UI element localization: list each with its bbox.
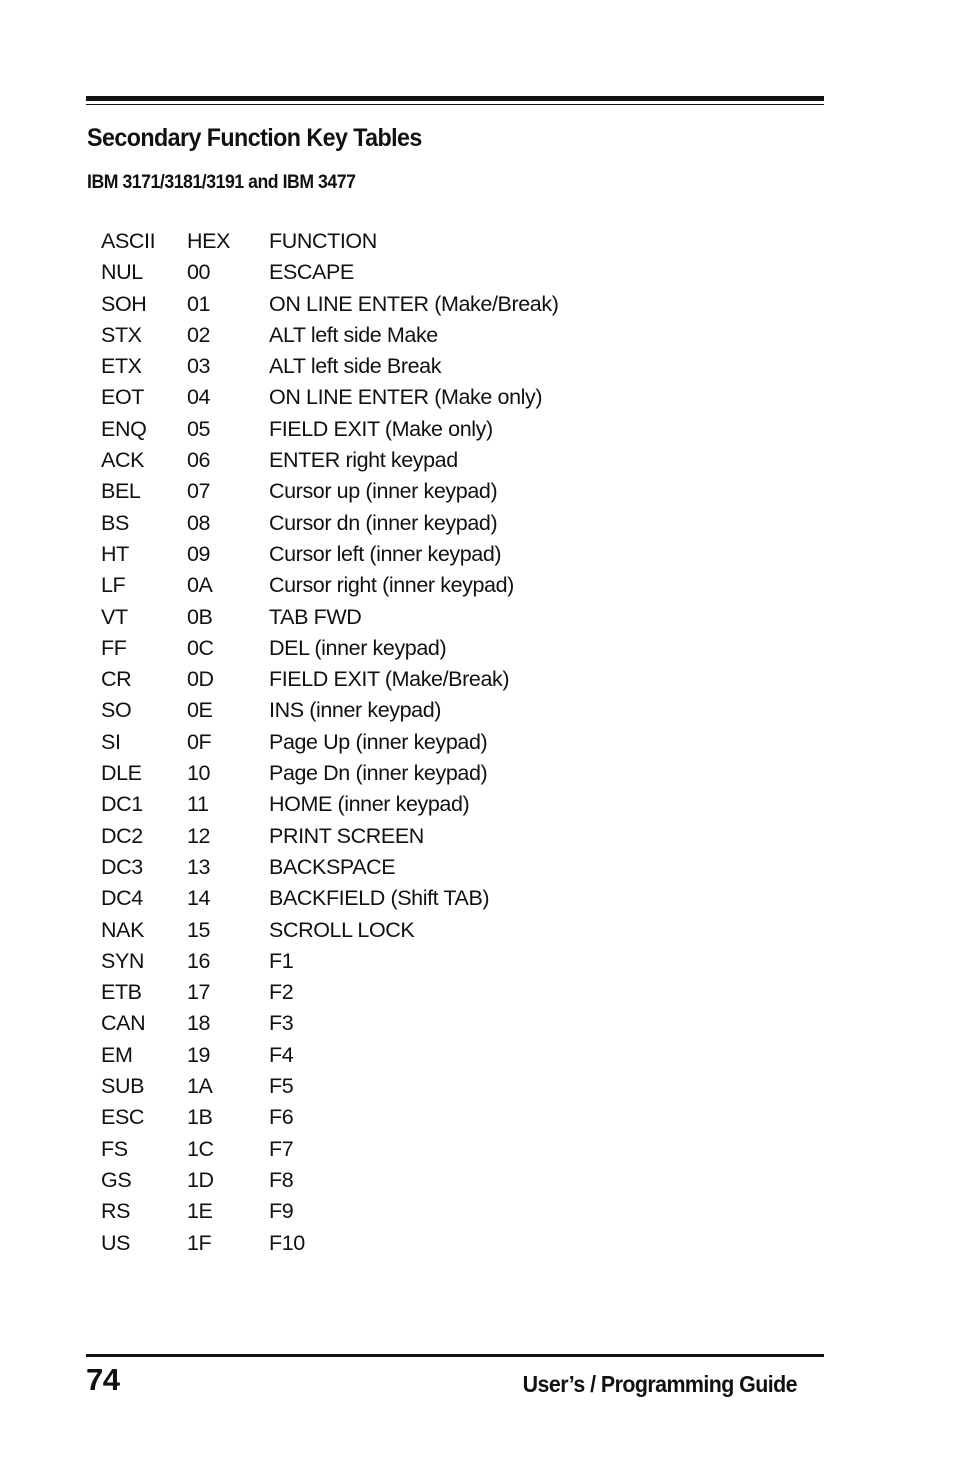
hex-cell: 1B (187, 1105, 213, 1130)
guide-title: User’s / Programming Guide (522, 1371, 797, 1397)
hex-cell: 17 (187, 980, 211, 1005)
function-cell: BACKFIELD (Shift TAB) (269, 886, 490, 911)
function-cell: F2 (269, 980, 294, 1005)
function-cell: F8 (269, 1167, 294, 1192)
table-row (101, 1134, 589, 1165)
ascii-cell: SYN (101, 948, 145, 973)
table-row (101, 1228, 589, 1259)
header-hex: HEX (187, 229, 231, 253)
function-cell: F10 (269, 1230, 305, 1255)
ascii-cell: VT (101, 604, 128, 629)
table-header-row (101, 226, 589, 257)
function-cell: F5 (269, 1074, 294, 1099)
ascii-cell: CAN (101, 1011, 146, 1036)
ascii-cell: FF (101, 635, 127, 660)
table-row (101, 883, 589, 914)
table-row (101, 852, 589, 883)
hex-cell: 08 (187, 510, 211, 535)
function-key-table (101, 226, 589, 1259)
function-cell: Page Dn (inner keypad) (269, 761, 488, 786)
hex-cell: 10 (187, 761, 211, 786)
function-cell: FIELD EXIT (Make/Break) (269, 667, 510, 692)
hex-cell: 0E (187, 698, 213, 723)
function-cell: Cursor right (inner keypad) (269, 573, 514, 598)
ascii-cell: STX (101, 322, 142, 347)
function-cell: ALT left side Break (269, 354, 442, 379)
table-row (101, 382, 589, 413)
footer-rule (86, 1354, 824, 1357)
hex-cell: 13 (187, 854, 211, 879)
ascii-cell: GS (101, 1167, 132, 1192)
header-rule-thin (86, 104, 824, 105)
table-row (101, 915, 589, 946)
table-row (101, 257, 589, 288)
function-cell: Page Up (inner keypad) (269, 729, 488, 754)
hex-cell: 0B (187, 604, 213, 629)
ascii-cell: RS (101, 1199, 131, 1224)
table-row (101, 789, 589, 820)
hex-cell: 14 (187, 886, 211, 911)
table-row (101, 664, 589, 695)
ascii-cell: ETX (101, 354, 142, 379)
hex-cell: 05 (187, 416, 211, 441)
table-row (101, 946, 589, 977)
table-subtitle: IBM 3171/3181/3191 and IBM 3477 (87, 172, 356, 193)
table-row (101, 289, 589, 320)
table-row (101, 1165, 589, 1196)
function-cell: F3 (269, 1011, 294, 1036)
function-cell: BACKSPACE (269, 854, 396, 879)
hex-cell: 1A (187, 1074, 213, 1099)
table-row (101, 727, 589, 758)
function-cell: F9 (269, 1199, 294, 1224)
header-ascii: ASCII (101, 229, 156, 253)
hex-cell: 03 (187, 354, 211, 379)
table-row (101, 977, 589, 1008)
function-cell: HOME (inner keypad) (269, 792, 470, 817)
ascii-cell: NUL (101, 260, 143, 285)
hex-cell: 11 (187, 792, 209, 817)
section-title: Secondary Function Key Tables (87, 124, 422, 152)
ascii-cell: NAK (101, 917, 145, 942)
hex-cell: 18 (187, 1011, 211, 1036)
function-cell: PRINT SCREEN (269, 823, 424, 848)
hex-cell: 15 (187, 917, 211, 942)
function-cell: ON LINE ENTER (Make/Break) (269, 291, 559, 316)
header-rule-thick (86, 96, 824, 101)
table-row (101, 320, 589, 351)
ascii-cell: ESC (101, 1105, 145, 1130)
function-cell: ALT left side Make (269, 322, 438, 347)
table-row (101, 1008, 589, 1039)
hex-cell: 09 (187, 541, 211, 566)
hex-cell: 0D (187, 667, 214, 692)
ascii-cell: CR (101, 667, 132, 692)
ascii-cell: EM (101, 1042, 133, 1067)
ascii-cell: HT (101, 541, 129, 566)
ascii-cell: US (101, 1230, 131, 1255)
hex-cell: 12 (187, 823, 211, 848)
ascii-cell: ETB (101, 980, 142, 1005)
hex-cell: 0F (187, 729, 212, 754)
table-row (101, 1071, 589, 1102)
table-row (101, 1196, 589, 1227)
table-row (101, 821, 589, 852)
ascii-cell: SO (101, 698, 132, 723)
ascii-cell: DC2 (101, 823, 143, 848)
hex-cell: 04 (187, 385, 211, 410)
function-cell: Cursor left (inner keypad) (269, 541, 502, 566)
table-row (101, 351, 589, 382)
ascii-cell: SI (101, 729, 121, 754)
table-row (101, 1040, 589, 1071)
ascii-cell: SUB (101, 1074, 145, 1099)
function-cell: Cursor dn (inner keypad) (269, 510, 498, 535)
ascii-cell: BS (101, 510, 129, 535)
ascii-cell: DC4 (101, 886, 143, 911)
function-cell: ON LINE ENTER (Make only) (269, 385, 543, 410)
table-row (101, 570, 589, 601)
hex-cell: 0C (187, 635, 214, 660)
function-cell: TAB FWD (269, 604, 362, 629)
hex-cell: 1F (187, 1230, 212, 1255)
table-row (101, 1102, 589, 1133)
hex-cell: 19 (187, 1042, 211, 1067)
function-cell: F6 (269, 1105, 294, 1130)
hex-cell: 1D (187, 1167, 214, 1192)
table-row (101, 695, 589, 726)
hex-cell: 0A (187, 573, 213, 598)
function-cell: F4 (269, 1042, 294, 1067)
table-row (101, 539, 589, 570)
ascii-cell: DC3 (101, 854, 143, 879)
function-cell: FIELD EXIT (Make only) (269, 416, 493, 441)
ascii-cell: ACK (101, 448, 145, 473)
ascii-cell: LF (101, 573, 126, 598)
ascii-cell: EOT (101, 385, 144, 410)
ascii-cell: DC1 (101, 792, 143, 817)
function-cell: DEL (inner keypad) (269, 635, 447, 660)
hex-cell: 16 (187, 948, 211, 973)
hex-cell: 02 (187, 322, 211, 347)
hex-cell: 1E (187, 1199, 213, 1224)
function-cell: F7 (269, 1136, 294, 1161)
table-row (101, 758, 589, 789)
table-row (101, 633, 589, 664)
page-number: 74 (86, 1362, 120, 1397)
ascii-cell: ENQ (101, 416, 147, 441)
function-cell: F1 (269, 948, 294, 973)
table-row (101, 445, 589, 476)
function-cell: SCROLL LOCK (269, 917, 415, 942)
function-cell: Cursor up (inner keypad) (269, 479, 498, 504)
ascii-cell: SOH (101, 291, 147, 316)
function-cell: ESCAPE (269, 260, 354, 285)
table-row (101, 414, 589, 445)
ascii-cell: FS (101, 1136, 128, 1161)
ascii-cell: DLE (101, 761, 142, 786)
function-cell: ENTER right keypad (269, 448, 458, 473)
function-cell: INS (inner keypad) (269, 698, 442, 723)
ascii-cell: BEL (101, 479, 141, 504)
table-row (101, 476, 589, 507)
hex-cell: 06 (187, 448, 211, 473)
hex-cell: 00 (187, 260, 211, 285)
table-body (101, 257, 589, 1259)
hex-cell: 1C (187, 1136, 214, 1161)
hex-cell: 01 (187, 291, 211, 316)
table-row (101, 508, 589, 539)
header-function: FUNCTION (269, 229, 377, 253)
hex-cell: 07 (187, 479, 211, 504)
table-row (101, 602, 589, 633)
